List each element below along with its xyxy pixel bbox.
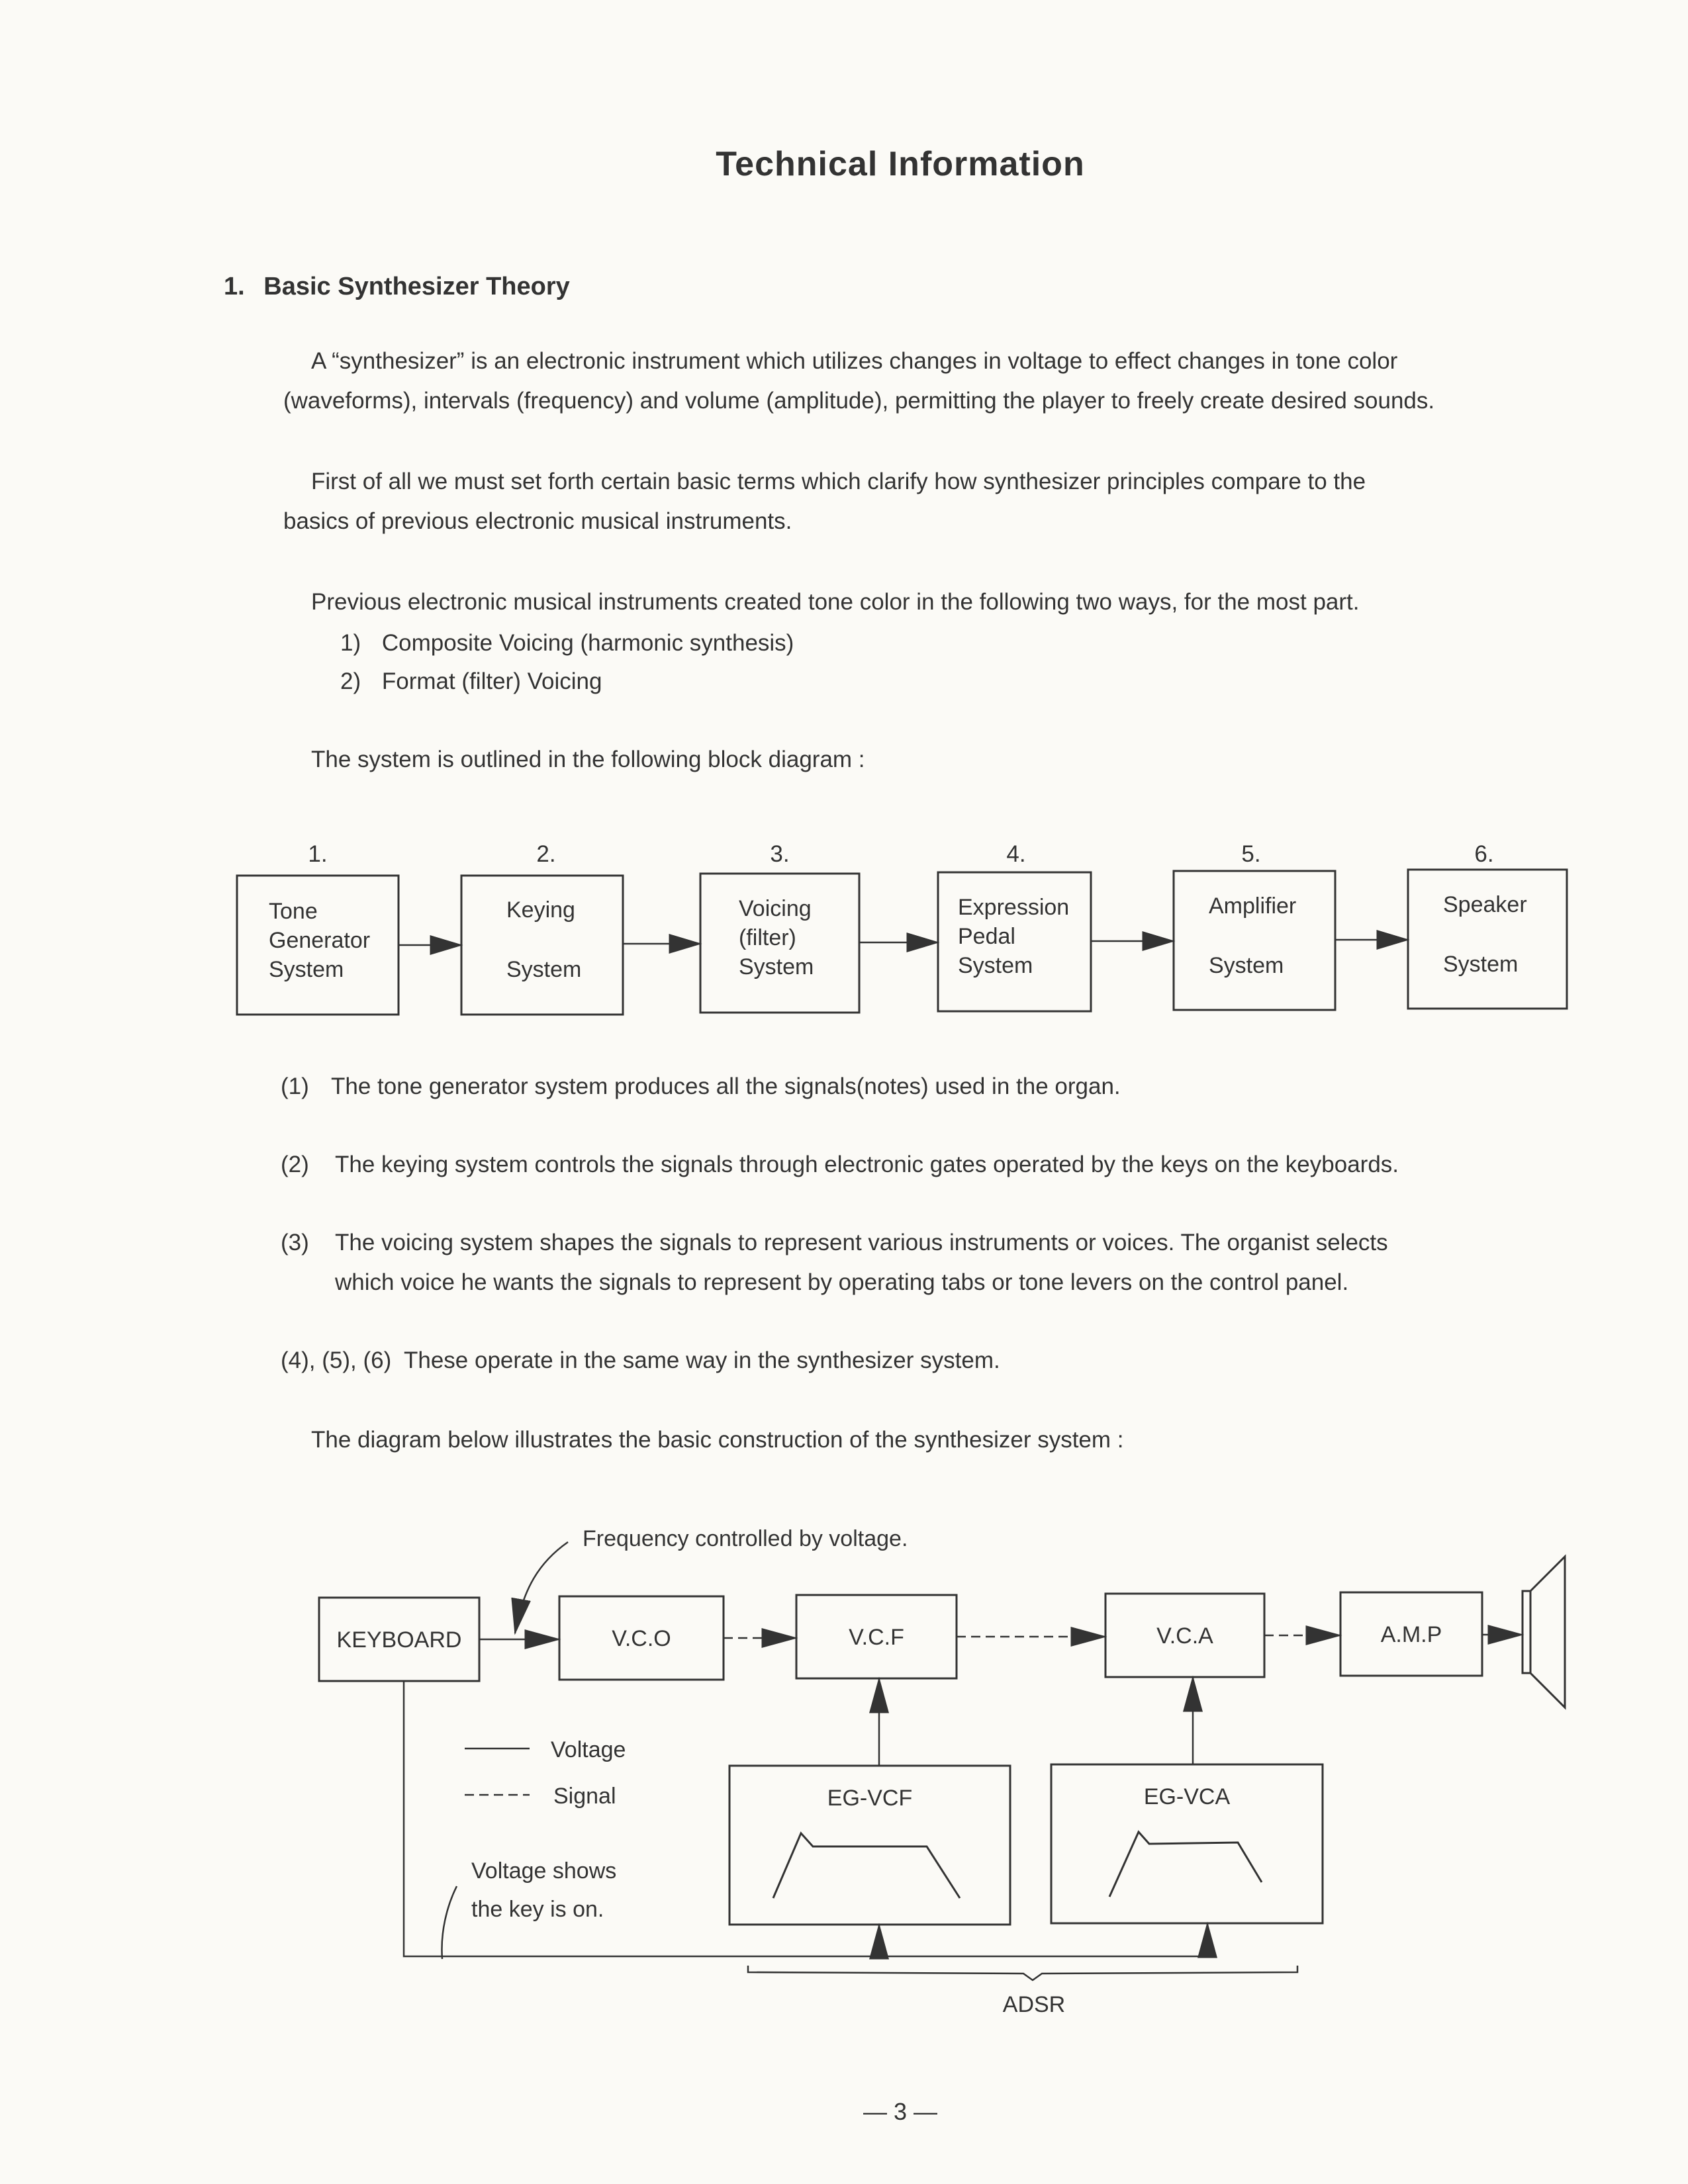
vco-label: V.C.O xyxy=(612,1626,671,1651)
amp-label: A.M.P xyxy=(1380,1622,1442,1647)
page-title: Technical Information xyxy=(716,145,1085,183)
block-label: System xyxy=(269,957,344,982)
block-label: Tone xyxy=(269,899,318,924)
note-text: The voicing system shapes the signals to represent various instruments or voices. The organist selects xyxy=(335,1230,1388,1255)
note-1 xyxy=(281,1067,1638,1107)
list-item xyxy=(340,630,794,657)
block-number: 2. xyxy=(536,841,556,867)
block-number: 6. xyxy=(1474,841,1494,867)
page-number: — 3 — xyxy=(863,2098,938,2125)
legend-signal-label: Signal xyxy=(553,1784,616,1809)
eg-vca-label: EG-VCA xyxy=(1143,1784,1231,1809)
paragraph-5: The diagram below illustrates the basic construction of the synthesizer system : xyxy=(311,1427,1124,1453)
paragraph-2-line-2: basics of previous electronic musical instruments. xyxy=(283,508,792,534)
vcf-label: V.C.F xyxy=(849,1625,904,1650)
list-item-text: Format (filter) Voicing xyxy=(381,668,602,694)
voltage-note-line-1: Voltage shows xyxy=(471,1858,617,1884)
organ-block-diagram xyxy=(0,821,1688,1039)
note-number: (4), (5), (6) xyxy=(281,1347,392,1373)
note-text: The keying system controls the signals through electronic gates operated by the keys on the keyboards. xyxy=(335,1152,1399,1177)
synthesizer-diagram xyxy=(0,1516,1688,2045)
adsr-label: ADSR xyxy=(1002,1992,1066,2017)
block-label: Generator xyxy=(269,928,371,953)
note-4-5-6 xyxy=(281,1341,1638,1381)
speaker-icon xyxy=(1523,1557,1565,1707)
block-number: 3. xyxy=(770,841,790,867)
section-heading xyxy=(224,273,570,301)
block-label: System xyxy=(739,954,814,979)
note-3 xyxy=(281,1223,1658,1302)
vca-label: V.C.A xyxy=(1156,1623,1213,1649)
block-number: 5. xyxy=(1241,841,1261,867)
note-number: (1) xyxy=(281,1073,309,1099)
voltage-note-line-2: the key is on. xyxy=(471,1897,604,1922)
list-item-number: 2) xyxy=(340,668,361,694)
block-speaker xyxy=(1408,870,1567,1009)
block-label: Speaker xyxy=(1443,892,1527,917)
voltage-note-pointer xyxy=(442,1886,457,1959)
paragraph-2-line-1: First of all we must set forth certain basic terms which clarify how synthesizer principles compare to the xyxy=(311,469,1366,494)
paragraph-3: Previous electronic musical instruments created tone color in the following two ways, for the most part. xyxy=(311,589,1360,615)
envelope-icon xyxy=(1109,1832,1262,1897)
block-number: 1. xyxy=(308,841,328,867)
note-2 xyxy=(281,1145,1658,1185)
block-label: Voicing xyxy=(739,896,812,921)
frequency-annotation: Frequency controlled by voltage. xyxy=(583,1526,908,1551)
block-label: Amplifier xyxy=(1209,893,1297,919)
paragraph-1-line-1: A “synthesizer” is an electronic instrument which utilizes changes in voltage to effect changes in tone color xyxy=(311,348,1398,374)
block-number: 4. xyxy=(1006,841,1026,867)
section-heading-text: Basic Synthesizer Theory xyxy=(263,273,570,300)
note-text: The tone generator system produces all the signals(notes) used in the organ. xyxy=(331,1073,1121,1099)
block-amplifier xyxy=(1174,871,1335,1010)
list-item-text: Composite Voicing (harmonic synthesis) xyxy=(381,630,794,656)
legend-voltage-label: Voltage xyxy=(551,1737,626,1762)
list-item-number: 1) xyxy=(340,630,361,656)
note-text: These operate in the same way in the synthesizer system. xyxy=(404,1347,1000,1373)
block-label: Pedal xyxy=(958,924,1015,949)
envelope-icon xyxy=(773,1833,960,1898)
block-label: System xyxy=(506,957,582,982)
block-label: Expression xyxy=(958,895,1070,920)
block-keying xyxy=(461,876,623,1015)
note-number: (3) xyxy=(281,1230,309,1255)
eg-vcf-label: EG-VCF xyxy=(827,1786,913,1811)
block-label: System xyxy=(1209,953,1284,978)
note-text: which voice he wants the signals to represent by operating tabs or tone levers on the control panel. xyxy=(335,1269,1349,1295)
paragraph-4: The system is outlined in the following block diagram : xyxy=(311,747,865,772)
keyboard-label: KEYBOARD xyxy=(336,1627,462,1653)
block-label: System xyxy=(958,953,1033,978)
note-number: (2) xyxy=(281,1152,309,1177)
block-label: (filter) xyxy=(739,925,796,950)
paragraph-1-line-2: (waveforms), intervals (frequency) and volume (amplitude), permitting the player to freely create desired sounds. xyxy=(283,388,1435,414)
block-label: Keying xyxy=(506,897,575,923)
section-number: 1. xyxy=(224,273,245,300)
block-label: System xyxy=(1443,952,1519,977)
list-item xyxy=(340,668,602,695)
adsr-brace xyxy=(748,1966,1297,1980)
